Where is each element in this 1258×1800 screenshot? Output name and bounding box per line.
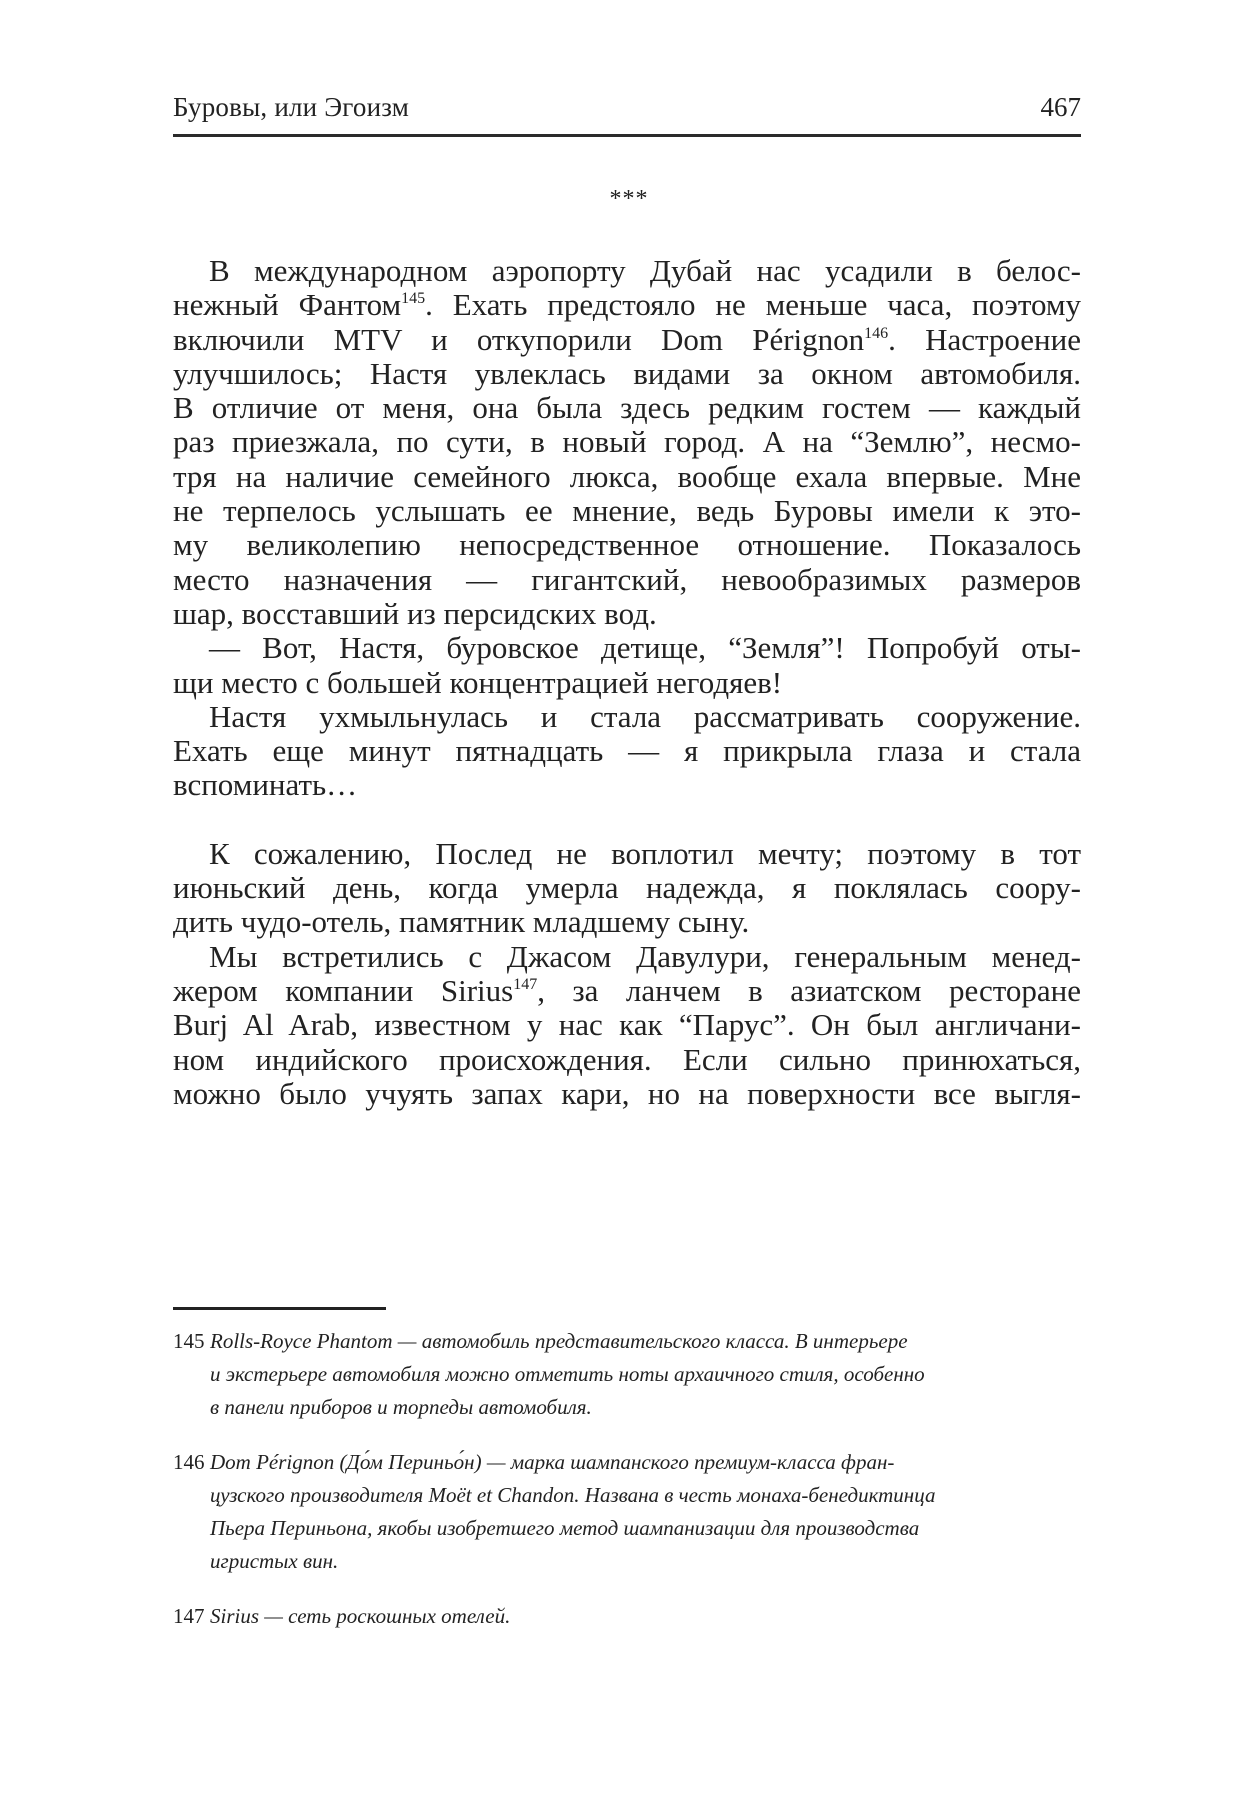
header-rule (173, 134, 1081, 137)
text-line (173, 905, 1081, 939)
footnote-ref[interactable]: 147 (513, 975, 538, 993)
text-line (173, 563, 1081, 597)
line-text: Настя ухмыльнулась и стала рассматривать сооружение. (209, 698, 1081, 734)
text-line (173, 494, 1081, 528)
text-line (173, 837, 1081, 871)
line-text: В отличие от меня, она была здесь редким гостем — каждый (173, 390, 1081, 426)
line-text: можно было учуять запах кари, но на поверхности все выгля- (173, 1075, 1081, 1111)
line-text: шар, восставший из персидских вод. (173, 595, 657, 631)
line-text-after: . Ехать предстояло не меньше часа, поэтому (425, 287, 1081, 323)
footnote-line: Rolls-Royce Phantom — автомобиль представительского класса. В интерьере (210, 1329, 908, 1353)
line-text: место назначения — гигантский, невообразимых размеров (173, 561, 1081, 597)
line-text: — Вот, Настя, буровское детище, “Земля”! Попробуй оты- (209, 630, 1081, 666)
text-line (173, 666, 1081, 700)
line-text: раз приезжала, по сути, в новый город. А на “Землю”, несмо- (173, 424, 1081, 460)
line-text: улучшилось; Настя увлеклась видами за окном автомобиля. (173, 355, 1081, 391)
text-line (173, 460, 1081, 494)
footnote-rule (173, 1307, 386, 1310)
line-text: не терпелось услышать ее мнение, ведь Буровы имели к это- (173, 493, 1081, 529)
footnote-line: и экстерьере автомобиля можно отметить ноты архаичного стиля, особенно (210, 1362, 925, 1386)
running-header (173, 92, 1081, 132)
footnote-line: Dom Pérignon (До́м Периньо́н) — марка шампанского премиум-класса фран- (210, 1450, 895, 1474)
footnote-line: Sirius — сеть роскошных отелей. (210, 1604, 511, 1628)
text-line (173, 974, 1081, 1008)
line-text: включили MTV и откупорили Dom Pérignon (173, 321, 865, 357)
line-text: ном индийского происхождения. Если сильно принюхаться, (173, 1041, 1081, 1077)
line-text: Мы встретились с Джасом Давулури, генеральным менед- (209, 938, 1081, 974)
footnote-146 (173, 1446, 1081, 1578)
text-line (173, 1008, 1081, 1042)
body-text (173, 254, 1081, 1111)
line-text-after: , за ланчем в азиатском ресторане (537, 972, 1081, 1008)
footnote-number: 147 (173, 1604, 205, 1628)
text-line (173, 357, 1081, 391)
text-line (173, 1043, 1081, 1077)
line-text: жером компании Sirius (173, 972, 514, 1008)
text-line (173, 597, 1081, 631)
line-text: В международном аэропорту Дубай нас усадили в белос- (209, 253, 1081, 288)
text-line (173, 288, 1081, 322)
footnote-line: в панели приборов и торпеды автомобиля. (210, 1395, 592, 1419)
line-text: Ехать еще минут пятнадцать — я прикрыла глаза и стала (173, 733, 1081, 769)
footnote-line: цузского производителя Moët et Chandon. Названа в честь монаха-бенедиктинца (210, 1483, 936, 1507)
text-line (173, 631, 1081, 665)
line-text: К сожалению, Послед не воплотил мечту; поэтому в тот (209, 835, 1081, 871)
text-line (173, 871, 1081, 905)
section-separator: *** (609, 186, 649, 212)
paragraph-gap (173, 803, 1081, 837)
text-line (173, 700, 1081, 734)
text-line (173, 528, 1081, 562)
text-line (173, 391, 1081, 425)
running-header-title: Буровы, или Эгоизм (173, 92, 409, 122)
footnote-line: игристых вин. (210, 1549, 339, 1573)
text-line (173, 425, 1081, 459)
footnote-ref[interactable]: 145 (401, 290, 426, 308)
line-text: Burj Al Arab, известном у нас как “Парус”. Он был англичани- (173, 1007, 1081, 1043)
line-text: июньский день, когда умерла надежда, я поклялась соору- (173, 870, 1081, 906)
footnotes (173, 1325, 1081, 1655)
text-line (173, 768, 1081, 802)
line-text: щи место с большей концентрацией негодяев! (173, 664, 783, 700)
text-line (173, 323, 1081, 357)
text-line (173, 1077, 1081, 1111)
footnote-line: Пьера Периньона, якобы изобретшего метод шампанизации для производства (210, 1516, 920, 1540)
footnote-145 (173, 1325, 1081, 1424)
page-number: 467 (1040, 92, 1081, 122)
line-text: вспоминать… (173, 767, 358, 803)
text-line (173, 254, 1081, 288)
footnote-ref[interactable]: 146 (864, 324, 889, 342)
line-text: нежный Фантом (173, 287, 402, 323)
line-text: тря на наличие семейного люкса, вообще ехала впервые. Мне (173, 458, 1081, 494)
footnote-number: 145 (173, 1329, 205, 1353)
line-text: дить чудо-отель, памятник младшему сыну. (173, 904, 750, 940)
line-text: му великолепию непосредственное отношение. Показалось (173, 527, 1081, 563)
text-line (173, 940, 1081, 974)
footnote-147 (173, 1600, 1081, 1633)
text-line (173, 734, 1081, 768)
line-text-after: . Настроение (888, 321, 1081, 357)
footnote-number: 146 (173, 1450, 205, 1474)
